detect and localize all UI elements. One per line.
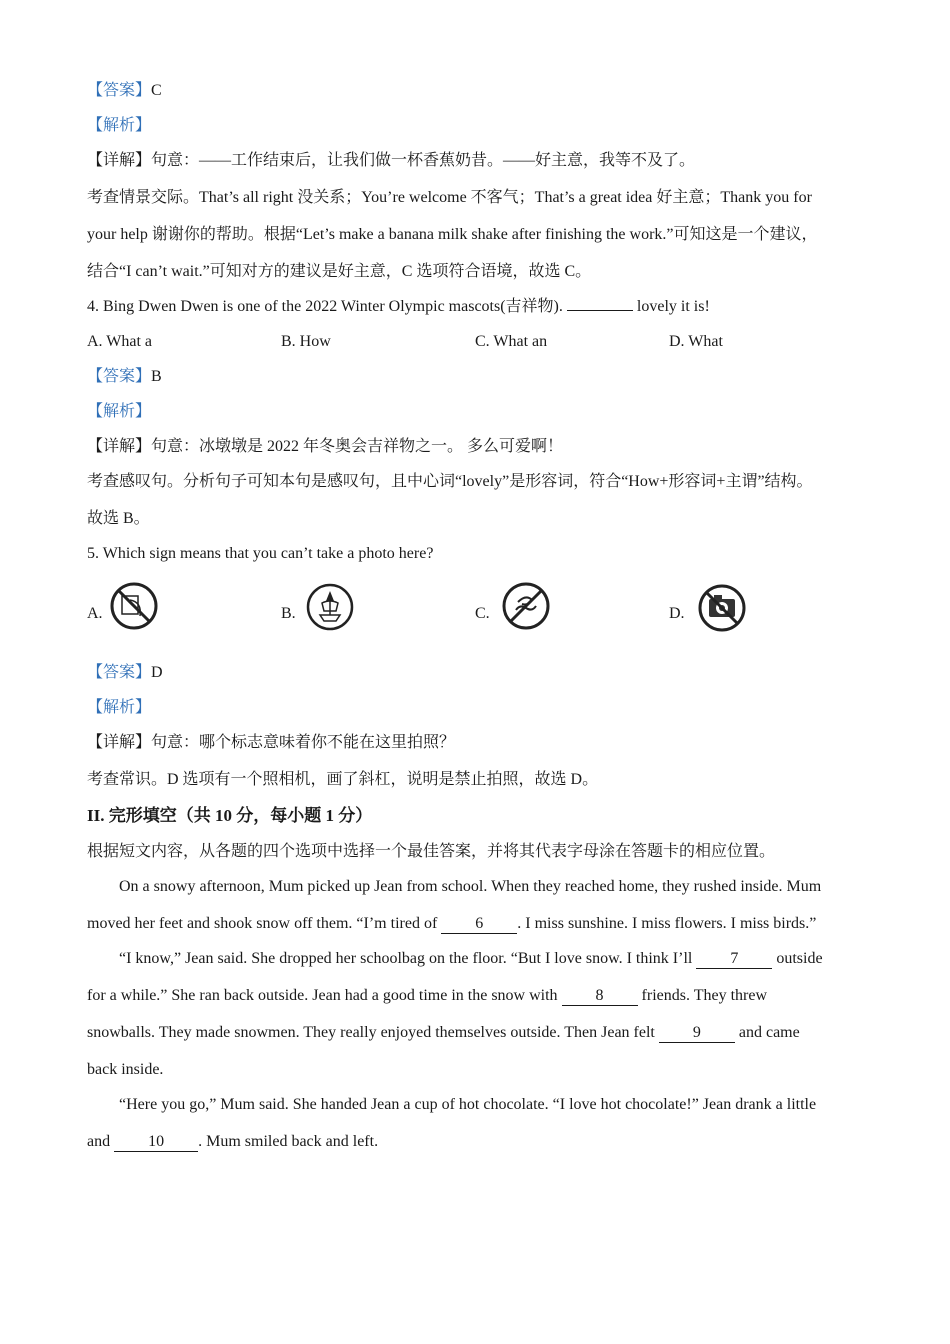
q4-blank (567, 310, 633, 311)
q3-explanation-1: 考查情景交际。That’s all right 没关系；You’re welcome 不客气；That’s a great idea 好主意；Thank you for (87, 189, 812, 206)
passage-line-7: “Here you go,” Mum said. She handed Jean a cup of hot chocolate. “I love hot chocolate!” Jean drank a little (119, 1096, 817, 1113)
detail-text: 句意：哪个标志意味着你不能在这里拍照？ (151, 734, 456, 751)
q3-detail-line (87, 151, 695, 171)
blank-6: 6 (441, 915, 517, 934)
passage-text: “I know,” Jean said. She dropped her schoolbag on the floor. “But I love snow. I think I’ll (119, 950, 697, 967)
q4-stem (87, 297, 710, 317)
passage-text: snowballs. They made snowmen. They really enjoyed themselves outside. Then Jean felt (87, 1024, 659, 1041)
passage-line-3 (119, 949, 823, 969)
passage-text: for a while.” She ran back outside. Jean had a good time in the snow with (87, 987, 562, 1004)
blank-9: 9 (659, 1024, 735, 1043)
passage-text: friends. They threw (637, 987, 767, 1004)
answer-tag: 【答案】 (87, 368, 152, 385)
detail-text: 句意：冰墩墩是 2022 年冬奥会吉祥物之一。 多么可爱啊！ (151, 438, 564, 455)
q4-detail-line (87, 437, 563, 457)
answer-value: D (151, 664, 163, 681)
passage-text: and came (734, 1024, 800, 1041)
q4-stem-end: lovely it is! (632, 298, 710, 315)
blank-10: 10 (114, 1133, 198, 1152)
q5-option-a-label: A. (87, 605, 103, 622)
passage-text: outside (772, 950, 823, 967)
q5-option-c-label: C. (475, 605, 490, 622)
detail-tag: 【详解】 (87, 734, 152, 751)
passage-line-4 (87, 986, 767, 1006)
answer-tag: 【答案】 (87, 82, 152, 99)
q4-option-b: B. How (281, 333, 331, 350)
q5-analysis-tag: 【解析】 (87, 699, 152, 716)
no-camera-sign-icon (696, 582, 748, 634)
q4-stem-start: 4. Bing Dwen Dwen is one of the 2022 Winter Olympic mascots(吉祥物). (87, 298, 567, 315)
q4-explanation-2: 故选 B。 (87, 510, 150, 527)
detail-tag: 【详解】 (87, 152, 152, 169)
answer-value: C (151, 82, 162, 99)
answer-tag: 【答案】 (87, 664, 152, 681)
no-swimming-sign-icon (500, 580, 552, 632)
q5-option-d-label: D. (669, 605, 685, 622)
recycle-sign-icon (304, 581, 356, 633)
q3-explanation-2: your help 谢谢你的帮助。根据“Let’s make a banana milk shake after finishing the work.”可知这是一个建议， (87, 226, 818, 243)
q5-detail-line (87, 733, 455, 753)
q5-option-b-label: B. (281, 605, 296, 622)
passage-text: . Mum smiled back and left. (198, 1133, 379, 1150)
blank-7: 7 (696, 950, 772, 969)
blank-8: 8 (562, 987, 638, 1006)
q3-answer-line (87, 81, 162, 101)
q3-analysis-tag: 【解析】 (87, 117, 152, 134)
q4-option-d: D. What (669, 333, 723, 350)
passage-text: . I miss sunshine. I miss flowers. I miss birds.” (517, 915, 817, 932)
q4-option-c: C. What an (475, 333, 548, 350)
q4-explanation-1: 考查感叹句。分析句子可知本句是感叹句，且中心词“lovely”是形容词，符合“How+形容词+主谓”结构。 (87, 473, 813, 490)
detail-tag: 【详解】 (87, 438, 152, 455)
passage-text: and (87, 1133, 115, 1150)
section-title: II. 完形填空（共 10 分，每小题 1 分） (87, 806, 373, 825)
no-fishing-sign-icon (108, 580, 160, 632)
passage-text: moved her feet and shook snow off them. “I’m tired of (87, 915, 442, 932)
q5-stem: 5. Which sign means that you can’t take a photo here? (87, 545, 434, 562)
q5-explanation-1: 考查常识。D 选项有一个照相机，画了斜杠，说明是禁止拍照，故选 D。 (87, 771, 599, 788)
q4-answer-line (87, 367, 162, 387)
passage-line-2 (87, 914, 816, 934)
q4-analysis-tag: 【解析】 (87, 403, 152, 420)
passage-line-1: On a snowy afternoon, Mum picked up Jean from school. When they reached home, they rushed inside. Mum (119, 878, 822, 895)
detail-text: 句意：——工作结束后，让我们做一杯香蕉奶昔。——好主意，我等不及了。 (151, 152, 696, 169)
answer-value: B (151, 368, 162, 385)
passage-line-8 (87, 1132, 378, 1152)
passage-line-5 (87, 1023, 800, 1043)
q5-answer-line (87, 663, 163, 683)
q3-explanation-3: 结合“I can’t wait.”可知对方的建议是好主意，C 选项符合语境，故选 C。 (87, 263, 592, 280)
passage-line-6: back inside. (87, 1061, 164, 1078)
q4-option-a: A. What a (87, 333, 153, 350)
section-instruction: 根据短文内容，从各题的四个选项中选择一个最佳答案，并将其代表字母涂在答题卡的相应位置。 (87, 843, 776, 860)
